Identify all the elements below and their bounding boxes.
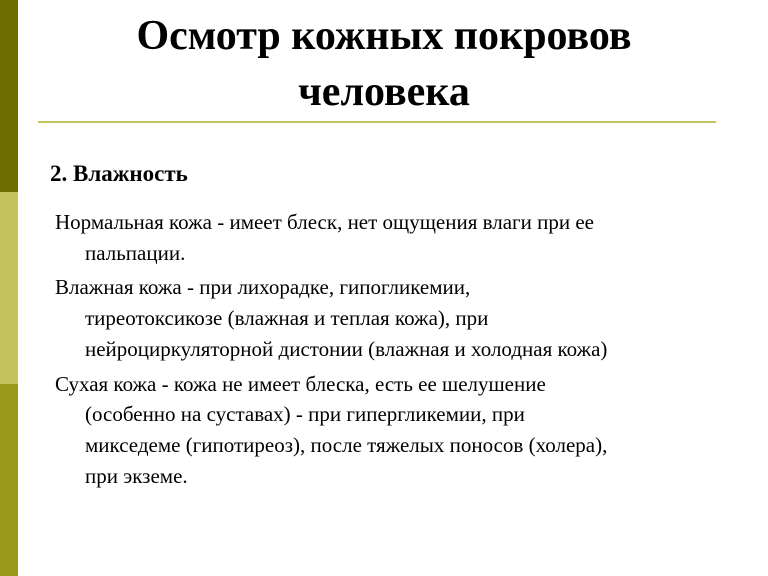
list-item-normal-skin — [55, 207, 735, 268]
item-line: Влажная кожа - при лихорадке, гипогликемии, — [55, 275, 471, 300]
item-line: микседеме (гипотиреоз), после тяжелых поносов (холера), — [85, 432, 608, 457]
item-line: тиреотоксикозе (влажная и теплая кожа), при — [85, 306, 489, 331]
list-item-dry-skin — [55, 369, 735, 492]
sidebar-decoration-bottom — [0, 384, 18, 576]
slide-title — [18, 8, 750, 120]
title-divider — [38, 121, 716, 123]
section-heading: 2. Влажность — [50, 161, 188, 186]
sidebar-decoration-top — [0, 0, 18, 192]
item-line: Нормальная кожа - имеет блеск, нет ощущения влаги при ее — [55, 210, 595, 234]
item-line: (особенно на суставах) - при гипергликемии, при — [85, 402, 525, 427]
slide-title-line-2: человека — [298, 69, 470, 115]
item-line: Сухая кожа - кожа не имеет блеска, есть ее шелушение — [55, 371, 546, 396]
item-line: пальпации. — [85, 240, 186, 265]
content-list — [55, 207, 735, 495]
item-line: при экземе. — [85, 463, 188, 488]
slide-title-line-1: Осмотр кожных покровов — [136, 13, 632, 59]
list-item-moist-skin — [55, 272, 735, 364]
sidebar-decoration-middle — [0, 192, 18, 384]
item-line: нейроциркуляторной дистонии (влажная и холодная кожа) — [85, 336, 608, 361]
